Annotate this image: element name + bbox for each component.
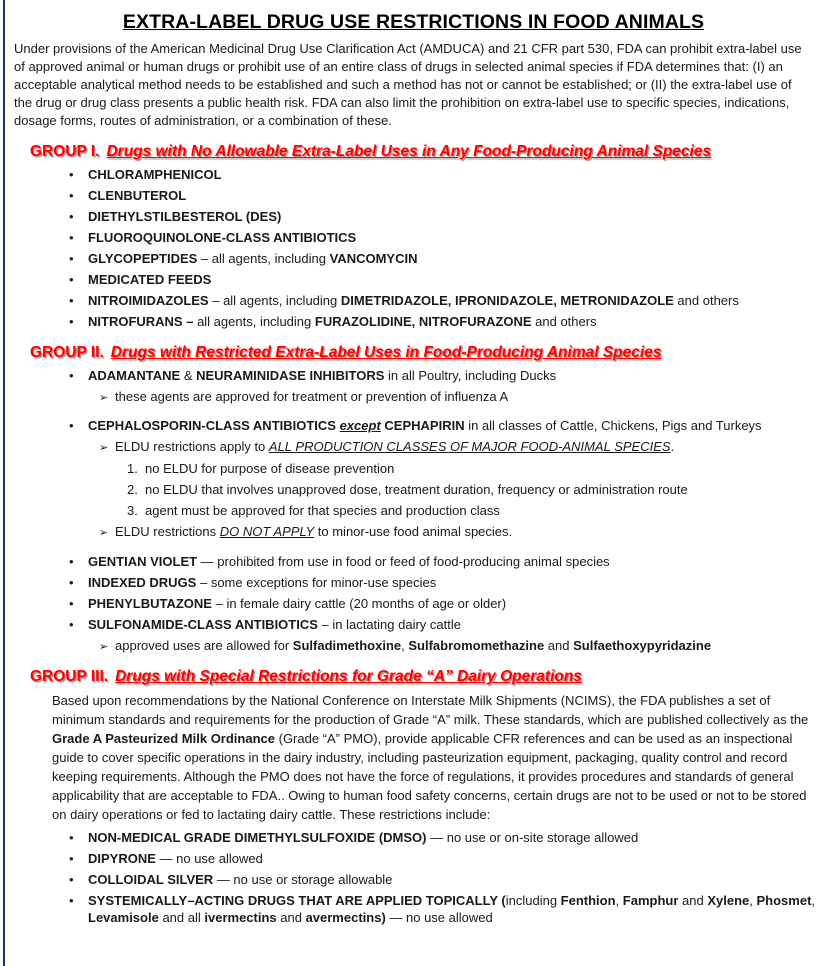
number-label: 3. bbox=[127, 503, 138, 518]
item-text bbox=[88, 617, 822, 634]
text-run: to minor-use food animal species. bbox=[314, 524, 513, 539]
bullet-icon: • bbox=[69, 188, 74, 203]
text-run: in all Poultry, including Ducks bbox=[384, 367, 557, 383]
text-run: NON-MEDICAL GRADE DIMETHYLSULFOXIDE (DMSO) bbox=[88, 830, 427, 845]
list-item bbox=[69, 872, 822, 889]
text-run: Under provisions of the American Medicinal Drug Use Clarification Act (AMDUCA) and 21 CFR part 530, FDA can prohibit extra-label use of approved animal or human drugs or prohibit use of an entire class of drugs in selected animal species if FDA determines that: (I) an acceptable analytical method needs to be established and such a method has not or cannot be established; or (II) the extra-label use of the drug or drug class presents a public health risk. FDA can also limit the prohibition on extra-label use to specific species, indications, dosage forms, routes of administration, or a combination of these. bbox=[14, 41, 802, 128]
bullet-icon: • bbox=[69, 251, 74, 266]
text-run: – all agents, including bbox=[197, 251, 330, 266]
list-item bbox=[69, 596, 822, 613]
text-run: including bbox=[505, 893, 561, 908]
text-run: – all agents, including bbox=[208, 293, 341, 308]
text-run: GENTIAN VIOLET bbox=[88, 553, 198, 569]
bullet-icon: • bbox=[69, 595, 74, 611]
list-item bbox=[69, 167, 822, 184]
item-text bbox=[88, 272, 822, 289]
list-item bbox=[69, 617, 822, 634]
text-run: Grade A Pasteurized Milk Ordinance bbox=[52, 731, 275, 746]
arrow-icon: ➢ bbox=[99, 527, 109, 539]
text-run: GLYCOPEPTIDES bbox=[88, 251, 198, 266]
item-text bbox=[88, 851, 822, 868]
text-run: – in lactating dairy cattle bbox=[317, 616, 461, 632]
text-run: no ELDU for purpose of disease prevention bbox=[145, 461, 395, 476]
item-text bbox=[88, 293, 822, 310]
item-text bbox=[88, 575, 822, 592]
text-run: Sulfaethoxypyridazine bbox=[573, 637, 712, 653]
number-label: 1. bbox=[127, 461, 138, 476]
text-run: DO NOT APPLY bbox=[219, 524, 315, 539]
text-run: – in female dairy cattle (20 months of age or older) bbox=[211, 595, 507, 611]
item-text bbox=[145, 461, 822, 478]
text-run: Famphur bbox=[622, 893, 679, 908]
item-text bbox=[88, 554, 822, 571]
bullet-icon: • bbox=[69, 367, 74, 383]
item-text bbox=[88, 872, 822, 889]
list-item bbox=[69, 314, 822, 331]
group-title: Drugs with Restricted Extra-Label Uses in Food-Producing Animal Species bbox=[110, 343, 662, 361]
list-item bbox=[69, 209, 822, 226]
item-text bbox=[115, 439, 822, 456]
bullet-icon: • bbox=[69, 209, 74, 224]
group-list bbox=[5, 167, 822, 331]
item-text bbox=[88, 167, 822, 184]
group-label: GROUP II. bbox=[30, 343, 104, 361]
list-item bbox=[99, 439, 822, 457]
group-heading bbox=[30, 143, 818, 161]
text-run: CHLORAMPHENICOL bbox=[88, 167, 222, 182]
text-run: and bbox=[678, 893, 708, 908]
text-run: ALL PRODUCTION CLASSES OF MAJOR FOOD-ANIMAL SPECIES bbox=[268, 439, 671, 454]
text-run: , bbox=[811, 893, 816, 908]
text-run: in all classes of Cattle, Chickens, Pigs and Turkeys bbox=[464, 418, 762, 433]
text-run: approved uses are allowed for bbox=[115, 637, 293, 653]
document-page bbox=[3, 0, 822, 966]
list-item bbox=[127, 503, 822, 520]
text-run: – some exceptions for minor-use species bbox=[196, 574, 437, 590]
group-title: Drugs with Special Restrictions for Grade “A” Dairy Operations bbox=[115, 668, 582, 685]
item-text bbox=[115, 638, 822, 655]
text-run: no ELDU that involves unapproved dose, treatment duration, frequency or administration route bbox=[145, 482, 688, 497]
item-text bbox=[88, 368, 822, 385]
item-text bbox=[88, 230, 822, 247]
item-text bbox=[145, 482, 822, 499]
item-text bbox=[88, 418, 822, 435]
item-text bbox=[115, 524, 822, 541]
text-run: COLLOIDAL SILVER bbox=[88, 872, 214, 887]
text-run: INDEXED DRUGS bbox=[88, 574, 197, 590]
list-item bbox=[69, 830, 822, 847]
text-run: , bbox=[749, 893, 757, 908]
item-text bbox=[88, 830, 822, 847]
text-run: — no use or on-site storage allowed bbox=[426, 830, 639, 845]
text-run: and others bbox=[673, 293, 739, 308]
bullet-icon: • bbox=[69, 574, 74, 590]
text-run: ELDU restrictions apply to bbox=[115, 439, 269, 454]
text-run: — no use allowed bbox=[155, 851, 263, 866]
text-run: NEURAMINIDASE INHIBITORS bbox=[196, 367, 385, 383]
text-run: — no use allowed bbox=[385, 909, 493, 925]
text-run: MEDICATED FEEDS bbox=[88, 272, 212, 287]
list-item bbox=[69, 293, 822, 310]
item-text bbox=[88, 251, 822, 268]
group-heading bbox=[30, 668, 818, 686]
bullet-icon: • bbox=[69, 851, 74, 866]
text-run: FLUOROQUINOLONE-CLASS ANTIBIOTICS bbox=[88, 230, 357, 245]
text-run: PHENYLBUTAZONE bbox=[88, 595, 212, 611]
bullet-icon: • bbox=[69, 616, 74, 632]
text-run: Based upon recommendations by the National Conference on Interstate Milk Shipments (NCIMS), the FDA publishes a set of minimum standards and requirements for the production of Grade “A” milk. These standards, which are published collectively as the bbox=[52, 693, 809, 727]
bullet-icon: • bbox=[69, 314, 74, 329]
list-item bbox=[69, 230, 822, 247]
text-run: Sulfadimethoxine bbox=[292, 637, 402, 653]
group-label: GROUP I. bbox=[30, 143, 100, 160]
item-text bbox=[115, 389, 822, 406]
bullet-icon: • bbox=[69, 553, 74, 569]
text-run: except bbox=[339, 418, 381, 433]
list-item bbox=[69, 272, 822, 289]
arrow-icon: ➢ bbox=[99, 391, 109, 404]
text-run: & bbox=[180, 367, 197, 383]
text-run: CEPHAPIRIN bbox=[380, 418, 465, 433]
text-run: and bbox=[544, 637, 574, 653]
text-run: SYSTEMICALLY–ACTING DRUGS THAT ARE APPLIED TOPICALLY ( bbox=[88, 893, 506, 908]
group-list bbox=[5, 830, 822, 926]
arrow-icon: ➢ bbox=[99, 442, 109, 454]
list-item bbox=[69, 554, 822, 571]
list-item bbox=[127, 461, 822, 478]
list-item bbox=[69, 851, 822, 868]
number-label: 2. bbox=[127, 482, 138, 497]
text-run: CEPHALOSPORIN-CLASS ANTIBIOTICS bbox=[88, 418, 340, 433]
group-label: GROUP III. bbox=[30, 668, 109, 685]
text-run: and others bbox=[531, 314, 597, 329]
text-run: Xylene bbox=[707, 893, 750, 908]
text-run: ADAMANTANE bbox=[88, 367, 181, 383]
text-run: these agents are approved for treatment or prevention of influenza A bbox=[115, 388, 509, 404]
text-run: ELDU restrictions bbox=[115, 524, 220, 539]
text-run: and bbox=[276, 909, 306, 925]
list-item bbox=[69, 418, 822, 435]
text-run: (Grade “A” PMO), provide applicable CFR references and can be used as an inspectional guide to cover specific operations in the dairy industry, including pasteurization equipment, packaging, quality control and record keeping requirements. Although the PMO does not have the force of regulations, it provides procedures and standards of general applicability that are acceptable to FDA.. Owing to human food safety concerns, certain drugs are not to be used or not to be stored on dairy operations or fed to lactating dairy cattle. These restrictions include: bbox=[52, 731, 807, 822]
text-run: Sulfabromomethazine bbox=[408, 637, 545, 653]
text-run: Levamisole bbox=[88, 909, 159, 925]
bullet-icon: • bbox=[69, 230, 74, 245]
bullet-icon: • bbox=[69, 872, 74, 887]
text-run: — no use or storage allowable bbox=[213, 872, 393, 887]
bullet-icon: • bbox=[69, 893, 74, 908]
text-run: DIMETRIDAZOLE, IPRONIDAZOLE, METRONIDAZOLE bbox=[340, 293, 674, 308]
text-run: — prohibited from use in food or feed of food-producing animal species bbox=[197, 553, 610, 569]
text-run: VANCOMYCIN bbox=[329, 251, 418, 266]
bullet-icon: • bbox=[69, 830, 74, 845]
group-title: Drugs with No Allowable Extra-Label Uses in Any Food-Producing Animal Species bbox=[106, 143, 712, 160]
group-list bbox=[5, 368, 822, 656]
item-text bbox=[88, 893, 822, 926]
item-text bbox=[88, 314, 822, 331]
text-run: Phosmet bbox=[756, 893, 812, 908]
sections-container bbox=[5, 143, 822, 926]
list-item bbox=[69, 368, 822, 385]
intro-paragraph bbox=[14, 40, 813, 130]
list-item bbox=[69, 575, 822, 592]
text-run: CLENBUTEROL bbox=[88, 188, 187, 203]
list-item bbox=[69, 251, 822, 268]
group-heading bbox=[30, 344, 818, 362]
item-text bbox=[88, 209, 822, 226]
page-title: EXTRA-LABEL DRUG USE RESTRICTIONS IN FOOD ANIMALS bbox=[122, 11, 705, 33]
bullet-icon: • bbox=[69, 293, 74, 308]
text-run: NITROIMIDAZOLES bbox=[88, 293, 209, 308]
text-run: . bbox=[670, 439, 675, 454]
text-run: all agents, including bbox=[193, 314, 315, 329]
list-item bbox=[99, 389, 822, 407]
text-run: agent must be approved for that species and production class bbox=[145, 503, 500, 518]
text-run: , bbox=[401, 637, 409, 653]
text-run: ivermectins bbox=[204, 909, 277, 925]
bullet-icon: • bbox=[69, 418, 74, 433]
list-item bbox=[69, 188, 822, 205]
list-item bbox=[127, 482, 822, 499]
text-run: avermectins) bbox=[305, 909, 386, 925]
arrow-icon: ➢ bbox=[99, 640, 109, 653]
text-run: , bbox=[615, 893, 623, 908]
list-item bbox=[99, 638, 822, 656]
text-run: SULFONAMIDE-CLASS ANTIBIOTICS bbox=[88, 616, 318, 632]
bullet-icon: • bbox=[69, 272, 74, 287]
item-text bbox=[145, 503, 822, 520]
list-item bbox=[99, 524, 822, 542]
item-text bbox=[88, 188, 822, 205]
text-run: DIPYRONE bbox=[88, 851, 156, 866]
text-run: DIETHYLSTILBESTEROL (DES) bbox=[88, 209, 282, 224]
bullet-icon: • bbox=[69, 167, 74, 182]
list-item bbox=[69, 893, 822, 926]
text-run: and all bbox=[158, 909, 205, 925]
item-text bbox=[88, 596, 822, 613]
text-run: Fenthion bbox=[560, 893, 616, 908]
group-paragraph bbox=[52, 691, 810, 824]
text-run: FURAZOLIDINE, NITROFURAZONE bbox=[314, 314, 532, 329]
text-run: NITROFURANS – bbox=[88, 314, 194, 329]
